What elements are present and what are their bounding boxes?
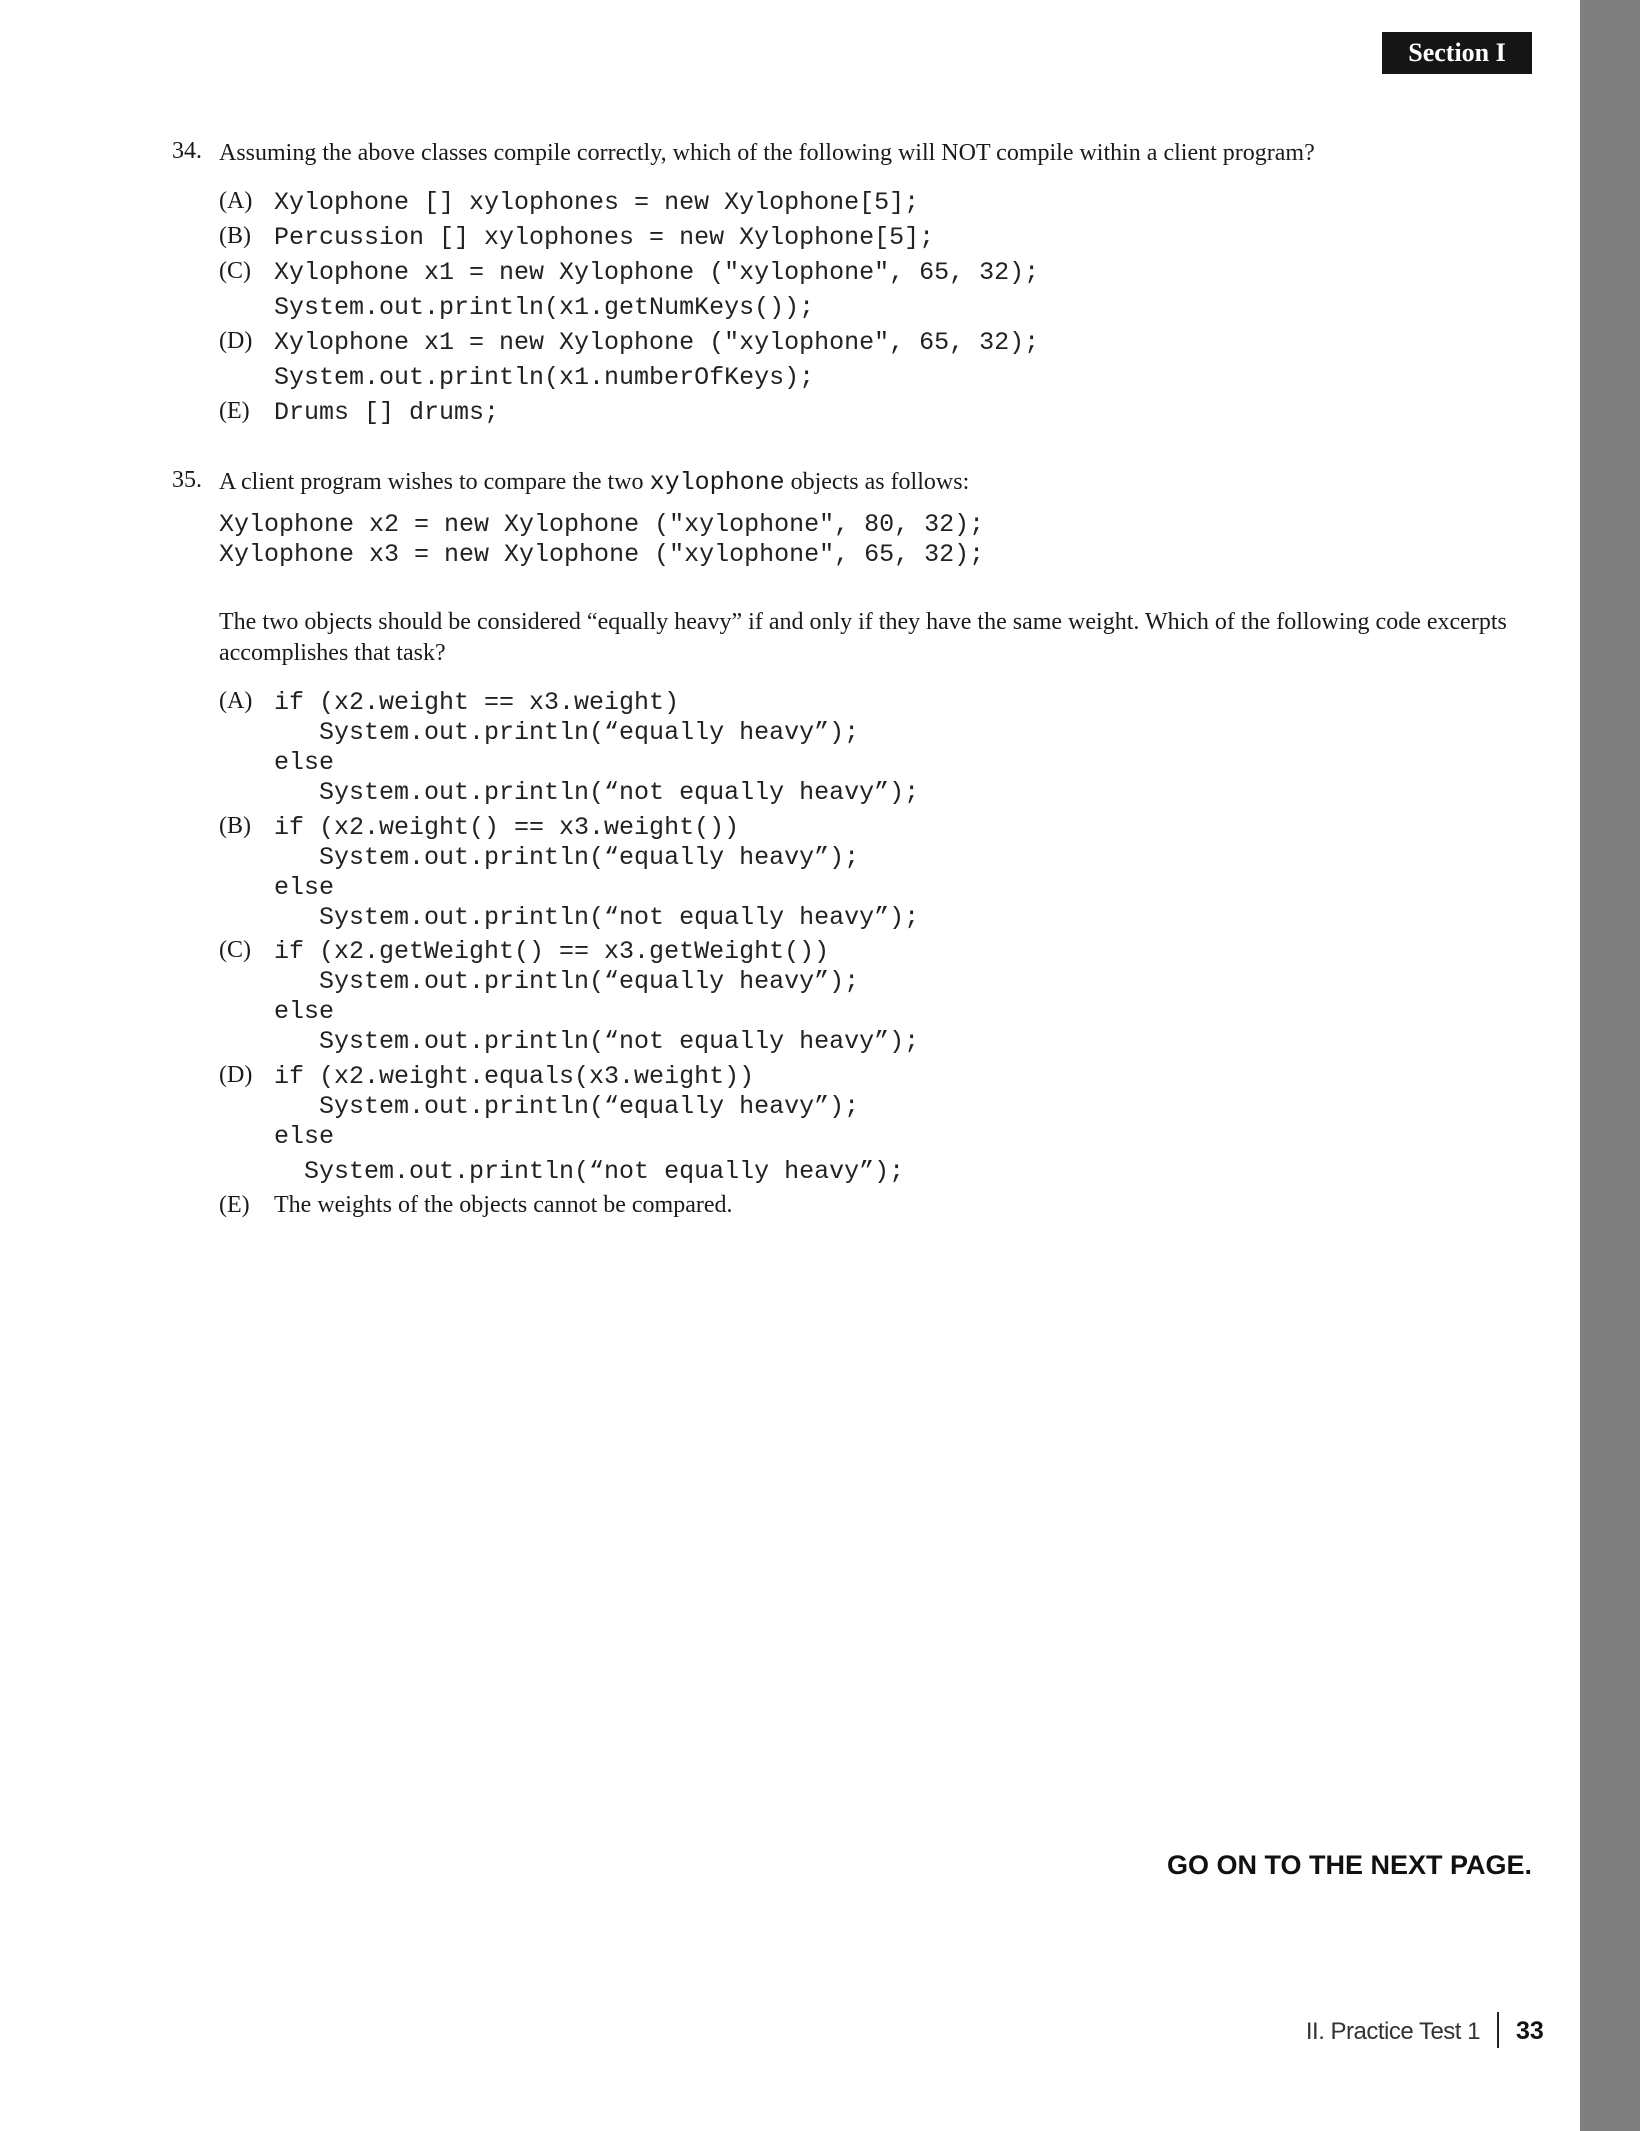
code-line: Xylophone x3 = new Xylophone ("xylophone", 65, 32); <box>219 540 985 569</box>
code-line: Xylophone [] xylophones = new Xylophone[5]; <box>274 188 920 217</box>
option-letter: (E) <box>219 1192 250 1218</box>
go-on-notice: GO ON TO THE NEXT PAGE. <box>1166 1850 1532 1880</box>
code-line: Xylophone x1 = new Xylophone ("xylophone", 65, 32); <box>274 258 1040 287</box>
question-text: Assuming the above classes compile correctly, which of the following will NOT compile within a client program? <box>219 140 1315 166</box>
page-number: 33 <box>1516 2017 1544 2045</box>
option-letter: (D) <box>219 328 253 354</box>
code-line: if (x2.weight() == x3.weight()) <box>274 813 740 842</box>
question-number: 35. <box>172 467 202 493</box>
code-line: System.out.println(“equally heavy”); <box>274 1092 860 1121</box>
footer-section-label: II. Practice Test 1 <box>1305 2018 1480 2045</box>
code-line: System.out.println(“not equally heavy”); <box>274 778 920 807</box>
option-letter: (C) <box>219 258 251 284</box>
code-line: System.out.println(“not equally heavy”); <box>274 1027 920 1056</box>
code-line: if (x2.getWeight() == x3.getWeight()) <box>274 937 830 966</box>
option-letter: (B) <box>219 223 251 249</box>
option-letter: (B) <box>219 813 251 839</box>
code-line: System.out.println(“not equally heavy”); <box>274 903 920 932</box>
code-line: System.out.println(“not equally heavy”); <box>274 1157 905 1186</box>
inline-code: xylophone <box>649 468 785 497</box>
code-line: if (x2.weight.equals(x3.weight)) <box>274 1062 755 1091</box>
code-line: Percussion [] xylophones = new Xylophone[5]; <box>274 223 935 252</box>
question-text: A client program wishes to compare the two xylophone objects as follows: <box>219 468 970 497</box>
section-tab: Section I <box>1382 32 1532 74</box>
code-line: System.out.println(x1.numberOfKeys); <box>274 363 815 392</box>
code-line: System.out.println(“equally heavy”); <box>274 967 860 996</box>
code-line: System.out.println(x1.getNumKeys()); <box>274 293 815 322</box>
code-line: else <box>274 1122 335 1151</box>
code-line: else <box>274 873 335 902</box>
code-line: else <box>274 748 335 777</box>
code-line: System.out.println(“equally heavy”); <box>274 843 860 872</box>
code-line: else <box>274 997 335 1026</box>
code-line: Drums [] drums; <box>274 398 500 427</box>
option-letter: (D) <box>219 1062 253 1088</box>
option-letter: (C) <box>219 937 251 963</box>
code-line: Xylophone x2 = new Xylophone ("xylophone", 80, 32); <box>219 510 985 539</box>
side-bar <box>1580 0 1640 2131</box>
code-line: Xylophone x1 = new Xylophone ("xylophone", 65, 32); <box>274 328 1040 357</box>
code-line: if (x2.weight == x3.weight) <box>274 688 680 717</box>
question-paragraph: The two objects should be considered “equally heavy” if and only if they have the same weight. Which of the following code excerpts accomplishes that task? <box>219 609 1507 666</box>
option-letter: (A) <box>219 188 253 214</box>
option-text: The weights of the objects cannot be compared. <box>274 1192 733 1218</box>
footer-divider <box>1497 2012 1499 2048</box>
question-number: 34. <box>172 138 202 164</box>
option-letter: (A) <box>219 688 253 714</box>
option-letter: (E) <box>219 398 250 424</box>
code-line: System.out.println(“equally heavy”); <box>274 718 860 747</box>
